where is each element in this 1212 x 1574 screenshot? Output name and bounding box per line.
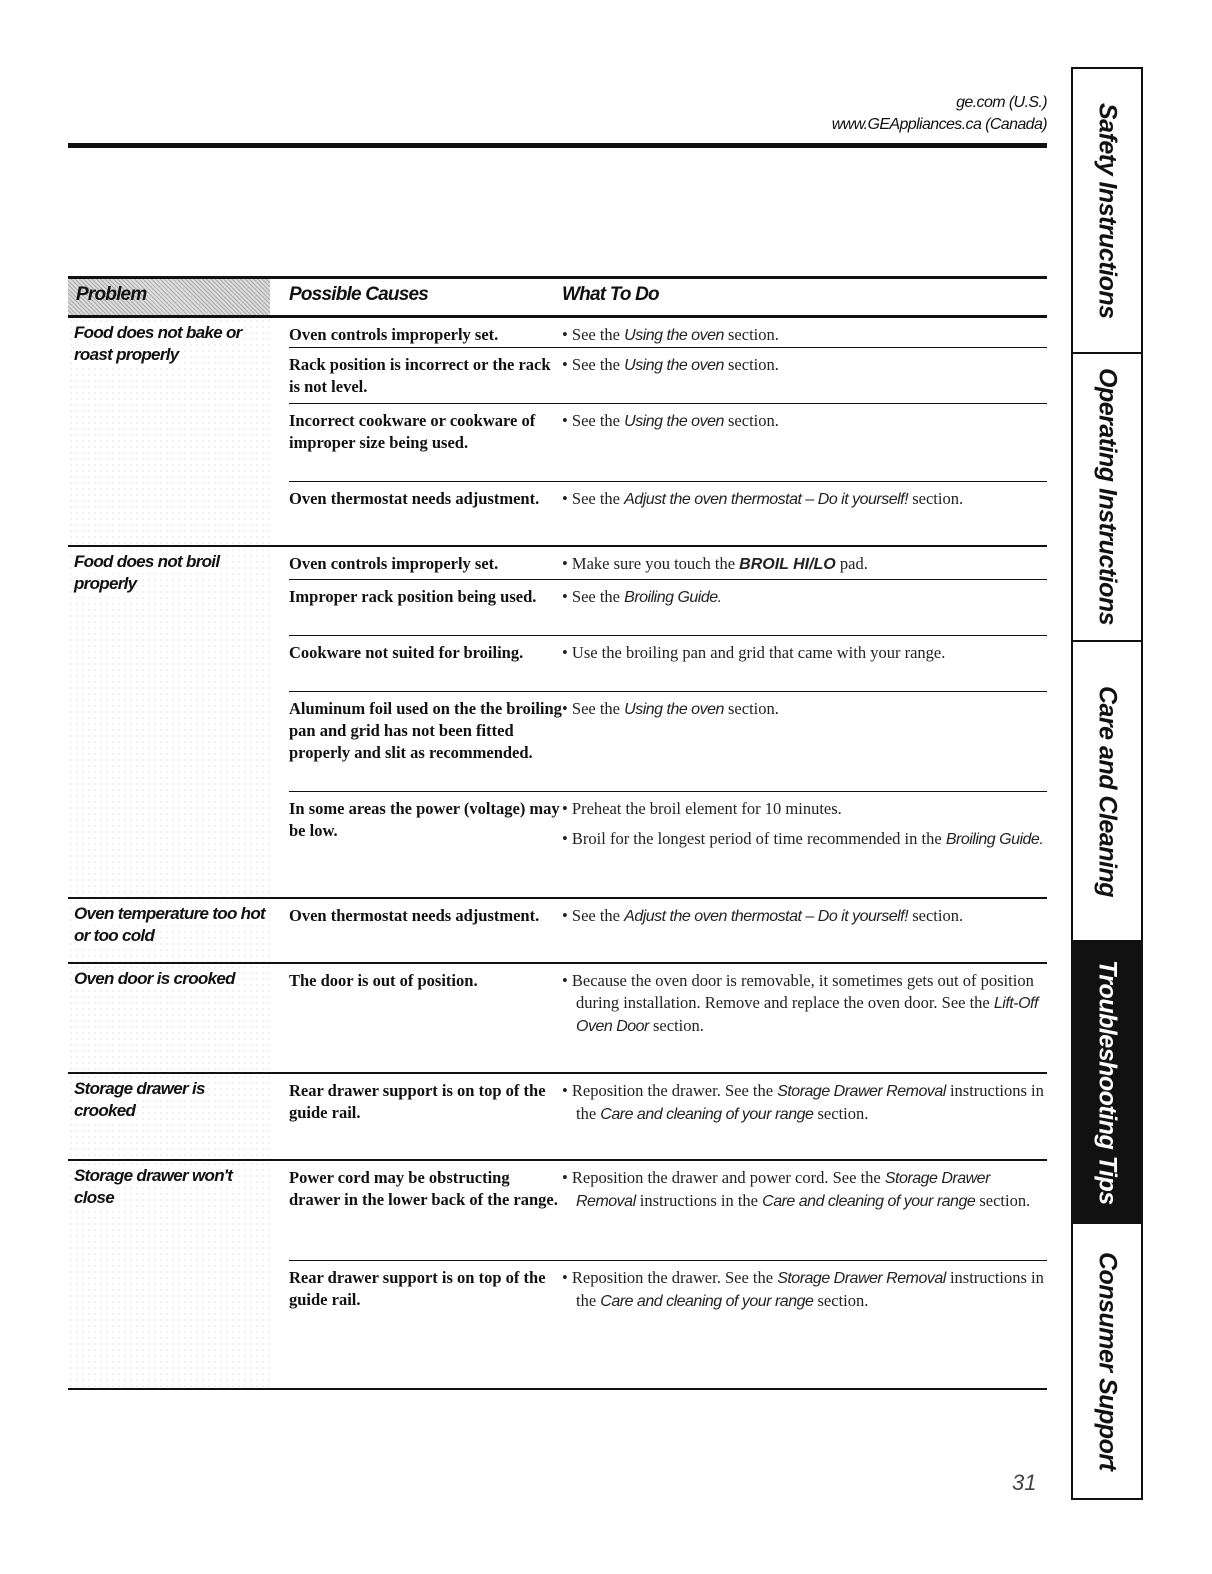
- problem-label: [68, 547, 270, 897]
- section-tab-label: Care and Cleaning: [1093, 685, 1122, 897]
- remedy-text: • Use the broiling pan and grid that came with your range.: [562, 643, 946, 662]
- remedy-item: [562, 970, 1047, 1038]
- section-reference: Care and cleaning of your range: [600, 1293, 814, 1310]
- section-tab-label: Safety Instructions: [1093, 102, 1122, 319]
- section-reference: Broiling Guide.: [624, 589, 722, 606]
- section-reference: Care and cleaning of your range: [762, 1193, 976, 1210]
- remedy-item: [562, 642, 1047, 664]
- section-reference: Using the oven: [624, 701, 724, 718]
- what-to-do: [562, 1267, 1047, 1388]
- section-reference: Lift-Off Oven Door: [576, 995, 1038, 1035]
- possible-cause: Oven controls improperly set.: [289, 554, 499, 573]
- remedy-text: • Broil for the longest period of time recommended in the: [562, 829, 946, 848]
- possible-cause: Oven thermostat needs adjustment.: [289, 489, 540, 508]
- remedy-text: instructions in the: [576, 1081, 1044, 1123]
- problem-group: [68, 1161, 1047, 1390]
- remedy-text: section.: [648, 1016, 704, 1035]
- remedy-item: [562, 553, 1047, 576]
- what-to-do: [562, 410, 1047, 481]
- problem-label: [68, 318, 270, 545]
- remedy-text: section.: [975, 1191, 1031, 1210]
- remedy-text: instructions in the: [635, 1191, 763, 1210]
- section-tab-label: Troubleshooting Tips: [1093, 959, 1122, 1205]
- possible-cause: Rack position is incorrect or the rack is not level.: [289, 355, 551, 396]
- possible-cause: Rear drawer support is on top of the guide rail.: [289, 1268, 546, 1309]
- table-row: [289, 348, 1047, 404]
- canada-site-link: www.GEAppliances.ca (Canada): [831, 116, 1047, 133]
- section-tab[interactable]: [1073, 942, 1141, 1224]
- remedy-item: [562, 354, 1047, 377]
- section-reference: Using the oven: [624, 357, 724, 374]
- section-reference: Care and cleaning of your range: [600, 1106, 814, 1123]
- table-row: [289, 1161, 1047, 1261]
- table-header: [68, 276, 1047, 318]
- what-to-do: [562, 586, 1047, 635]
- table-row: [289, 1261, 1047, 1388]
- remedy-text: • Reposition the drawer. See the: [562, 1268, 778, 1287]
- section-reference: Storage Drawer Removal: [777, 1083, 946, 1100]
- table-row: [289, 482, 1047, 545]
- section-tab-label: Consumer Support: [1093, 1251, 1122, 1471]
- what-to-do: [562, 324, 1047, 347]
- section-tab-label: Operating Instructions: [1093, 368, 1122, 626]
- remedy-item: [562, 798, 1047, 820]
- remedy-text: • See the: [562, 325, 625, 344]
- what-to-do: [562, 354, 1047, 403]
- possible-cause: In some areas the power (voltage) may be low.: [289, 799, 560, 840]
- site-links: [832, 92, 1047, 136]
- section-reference: Using the oven: [624, 413, 724, 430]
- what-to-do: [562, 642, 1047, 691]
- problem-label: [68, 1161, 270, 1388]
- problem-text: Oven door is crooked: [74, 969, 235, 988]
- section-tab[interactable]: [1073, 354, 1141, 642]
- table-row: [289, 899, 1047, 962]
- remedy-text: • Make sure you touch the: [562, 554, 740, 573]
- remedy-text: • See the: [562, 411, 625, 430]
- possible-cause: Cookware not suited for broiling.: [289, 643, 524, 662]
- remedy-item: [562, 488, 1047, 511]
- remedy-text: section.: [813, 1104, 869, 1123]
- remedy-text: • See the: [562, 355, 625, 374]
- troubleshooting-table: [68, 276, 1047, 1390]
- us-site-link: ge.com (U.S.): [956, 94, 1047, 111]
- what-to-do: [562, 905, 1047, 962]
- problem-label: [68, 899, 270, 962]
- section-reference: Adjust the oven thermostat – Do it yourself!: [624, 491, 909, 508]
- header-what-to-do: What To Do: [562, 284, 659, 305]
- possible-cause: Incorrect cookware or cookware of improper size being used.: [289, 411, 536, 452]
- section-reference: Storage Drawer Removal: [777, 1270, 946, 1287]
- remedy-item: [562, 1167, 1047, 1213]
- possible-cause: Aluminum foil used on the the broiling pan and grid has not been fitted properly and slit as recommended.: [289, 699, 562, 762]
- remedy-text: section.: [723, 325, 779, 344]
- what-to-do: [562, 553, 1047, 579]
- problem-text: Oven temperature too hot or too cold: [74, 904, 266, 945]
- remedy-item: [562, 698, 1047, 721]
- remedy-text: section.: [723, 699, 779, 718]
- header-rule: [68, 143, 1047, 148]
- possible-cause: Oven thermostat needs adjustment.: [289, 906, 540, 925]
- problem-text: Food does not broil properly: [74, 552, 220, 593]
- section-reference: Using the oven: [624, 327, 724, 344]
- remedy-item: [562, 905, 1047, 928]
- remedy-text: instructions in the: [576, 1268, 1044, 1310]
- possible-cause: The door is out of position.: [289, 971, 478, 990]
- table-row: [289, 964, 1047, 1072]
- problem-text: Storage drawer won't close: [74, 1166, 233, 1207]
- remedy-text: • See the: [562, 699, 625, 718]
- section-reference: Storage Drawer Removal: [576, 1170, 990, 1210]
- possible-cause: Rear drawer support is on top of the guide rail.: [289, 1081, 546, 1122]
- what-to-do: [562, 798, 1047, 897]
- table-row: [289, 547, 1047, 580]
- section-reference: Broiling Guide.: [945, 831, 1044, 848]
- problem-group: [68, 318, 1047, 547]
- problem-group: [68, 899, 1047, 964]
- remedy-text: pad.: [835, 554, 868, 573]
- what-to-do: [562, 698, 1047, 791]
- table-row: [289, 792, 1047, 897]
- section-tabs: [1071, 67, 1143, 1500]
- problem-label: [68, 964, 270, 1072]
- remedy-text: • Preheat the broil element for 10 minutes.: [562, 799, 842, 818]
- remedy-item: [562, 1267, 1047, 1313]
- remedy-text: section.: [908, 489, 964, 508]
- problem-group: [68, 547, 1047, 899]
- section-tab[interactable]: [1073, 69, 1141, 354]
- possible-cause: Oven controls improperly set.: [289, 325, 499, 344]
- page-number: 31: [1012, 1470, 1037, 1495]
- problem-text: Storage drawer is crooked: [74, 1079, 205, 1120]
- remedy-text: • Because the oven door is removable, it sometimes gets out of position during installation. Remove and replace the oven door. See the: [562, 971, 1034, 1012]
- problem-group: [68, 964, 1047, 1074]
- table-row: [289, 636, 1047, 692]
- pad-name: BROIL HI/LO: [739, 556, 836, 573]
- remedy-item: [562, 324, 1047, 347]
- section-tab[interactable]: [1073, 642, 1141, 942]
- possible-cause: Improper rack position being used.: [289, 587, 537, 606]
- what-to-do: [562, 488, 1047, 545]
- section-reference: Adjust the oven thermostat – Do it yourself!: [624, 908, 909, 925]
- remedy-text: • Reposition the drawer and power cord. See the: [562, 1168, 885, 1187]
- problem-text: Food does not bake or roast properly: [74, 323, 242, 364]
- table-row: [289, 404, 1047, 482]
- section-tab[interactable]: [1073, 1224, 1141, 1498]
- remedy-item: [562, 828, 1047, 851]
- table-row: [289, 692, 1047, 792]
- remedy-text: • See the: [562, 906, 625, 925]
- possible-cause: Power cord may be obstructing drawer in the lower back of the range.: [289, 1168, 558, 1209]
- remedy-item: [562, 410, 1047, 433]
- remedy-text: section.: [813, 1291, 869, 1310]
- remedy-text: section.: [723, 411, 779, 430]
- what-to-do: [562, 1080, 1047, 1159]
- remedy-text: • Reposition the drawer. See the: [562, 1081, 778, 1100]
- remedy-text: • See the: [562, 587, 625, 606]
- table-row: [289, 318, 1047, 348]
- table-row: [289, 580, 1047, 636]
- remedy-text: section.: [723, 355, 779, 374]
- header-problem: Problem: [68, 279, 270, 315]
- remedy-item: [562, 1080, 1047, 1126]
- what-to-do: [562, 970, 1047, 1072]
- remedy-text: • See the: [562, 489, 625, 508]
- what-to-do: [562, 1167, 1047, 1260]
- remedy-text: section.: [908, 906, 964, 925]
- problem-group: [68, 1074, 1047, 1161]
- problem-label: [68, 1074, 270, 1159]
- remedy-item: [562, 586, 1047, 609]
- table-row: [289, 1074, 1047, 1159]
- header-possible-causes: Possible Causes: [289, 284, 429, 305]
